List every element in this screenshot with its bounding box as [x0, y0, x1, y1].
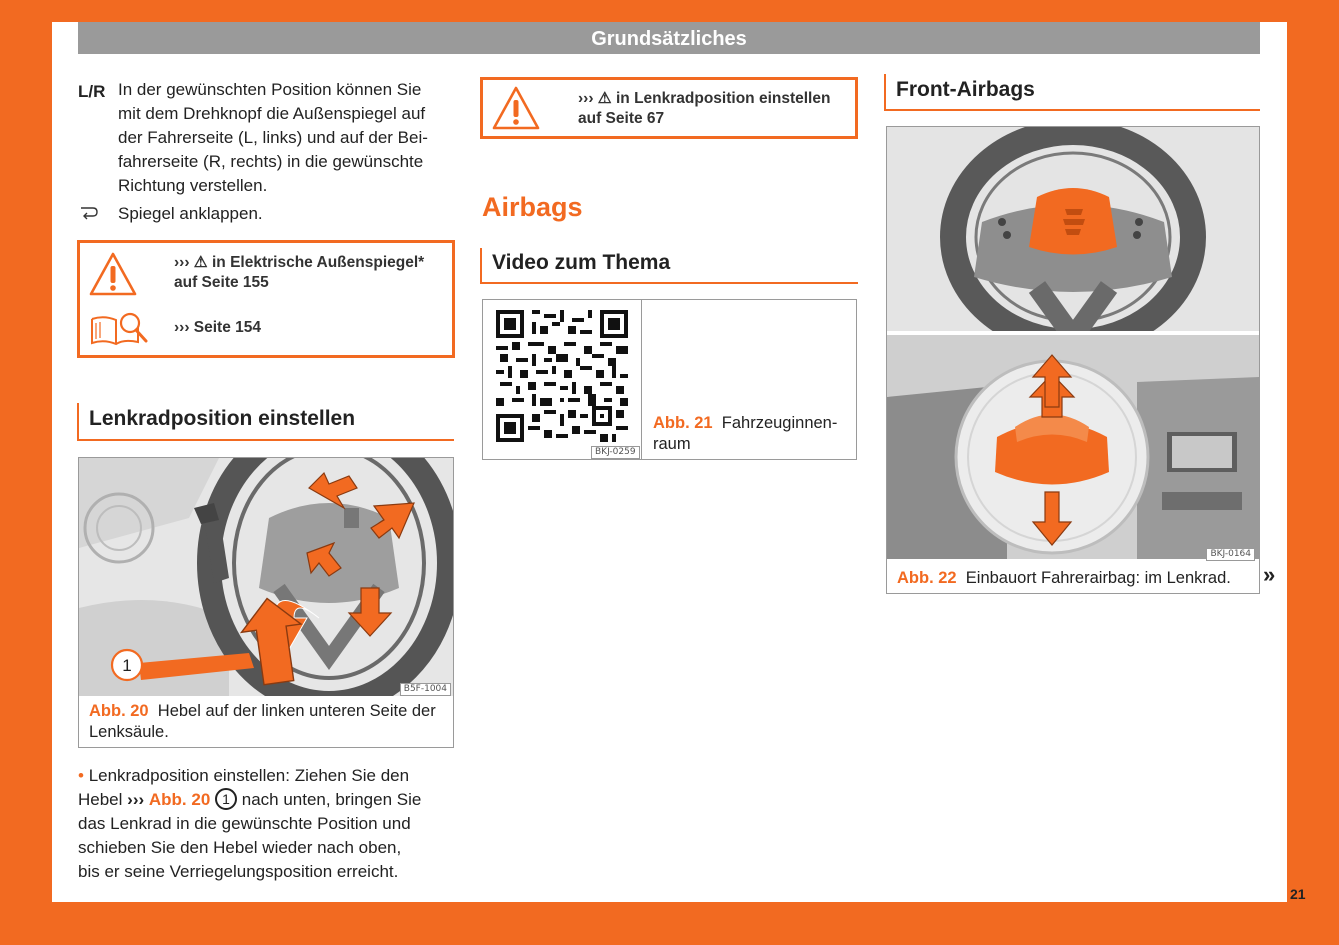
figure-code: BKJ-0164 [1206, 548, 1255, 561]
figure-label: Abb. 21 [653, 414, 713, 432]
callout-number-inline: 1 [215, 788, 237, 810]
figure-22-caption [897, 568, 1253, 589]
section-title-steering: Lenkradposition einstellen [77, 403, 454, 441]
caption-text: raum [653, 435, 691, 453]
instruction-line: bis er seine Verriegelungsposition erreicht. [78, 862, 399, 881]
page-header: Grundsätzliches [78, 22, 1260, 54]
warning-ref-line2: auf Seite 155 [174, 274, 269, 291]
fold-text: Spiegel anklappen. [118, 204, 263, 223]
warning-triangle-icon [88, 251, 138, 297]
figure-reference-link[interactable]: Abb. 20 [148, 790, 211, 809]
chapter-title: Airbags [482, 192, 583, 222]
page-reference-link[interactable]: ››› Seite 154 [174, 319, 262, 336]
section-title-front-airbags: Front-Airbags [884, 74, 1260, 111]
ref-arrows: ››› [127, 790, 145, 809]
warning-ref-line1: ››› ⚠ in Lenkradposition einstellen [578, 90, 831, 107]
airbag-illustration [887, 127, 1259, 559]
warning-ref-line1: ››› ⚠ in Elektrische Außenspiegel* [174, 254, 425, 271]
figure-20-caption [89, 701, 445, 743]
instruction-line: schieben Sie den Hebel wieder nach oben, [78, 838, 402, 857]
warning-reference[interactable] [578, 89, 830, 129]
lr-line: In der gewünschten Position können Sie [118, 80, 422, 99]
lr-line: der Fahrerseite (L, links) und auf der Bei- [118, 128, 428, 147]
figure-21 [482, 299, 857, 460]
caption-text: Hebel auf der linken unteren Seite der [157, 702, 436, 720]
figure-code: BKJ-0259 [591, 446, 640, 459]
lr-line: mit dem Drehknopf die Außenspiegel auf [118, 104, 426, 123]
qr-code[interactable] [496, 310, 628, 442]
bullet: • [78, 766, 84, 785]
figure-22 [886, 126, 1260, 594]
caption-text: Lenksäule. [89, 723, 169, 741]
figure-21-caption [653, 413, 853, 455]
warning-ref-line2: auf Seite 67 [578, 110, 665, 127]
callout-number: 1 [122, 656, 132, 675]
instruction-text: nach unten, bringen Sie [241, 790, 422, 809]
qr-code-area[interactable] [483, 300, 642, 459]
lr-line: Richtung verstellen. [118, 176, 268, 195]
caption-text: Einbauort Fahrerairbag: im Lenkrad. [965, 569, 1231, 587]
lr-line: fahrerseite (R, rechts) in die gewünschte [118, 152, 424, 171]
figure-20 [78, 457, 454, 748]
figure-code: B5F-1004 [400, 683, 451, 696]
figure-label: Abb. 20 [89, 702, 149, 720]
page [52, 22, 1306, 902]
section-title-video: Video zum Thema [480, 248, 858, 284]
continue-marker: » [1263, 562, 1276, 587]
instruction-text: Hebel [78, 790, 123, 809]
warning-triangle-icon [491, 85, 541, 131]
book-magnifier-icon [88, 309, 152, 349]
page-number: 21 [1290, 886, 1306, 902]
lr-description [118, 78, 458, 198]
warning-box-mirror [77, 240, 455, 358]
instruction-paragraph [78, 764, 448, 884]
instruction-line: das Lenkrad in die gewünschte Position und [78, 814, 411, 833]
mirror-fold-icon [78, 205, 100, 221]
instruction-line: Lenkradposition einstellen: Ziehen Sie den [88, 766, 410, 785]
figure-label: Abb. 22 [897, 569, 957, 587]
caption-text: Fahrzeuginnen- [721, 414, 838, 432]
steering-lever-illustration [79, 458, 453, 696]
warning-box-steering [480, 77, 858, 139]
warning-reference[interactable] [174, 253, 424, 293]
lr-label: L/R [78, 82, 106, 101]
